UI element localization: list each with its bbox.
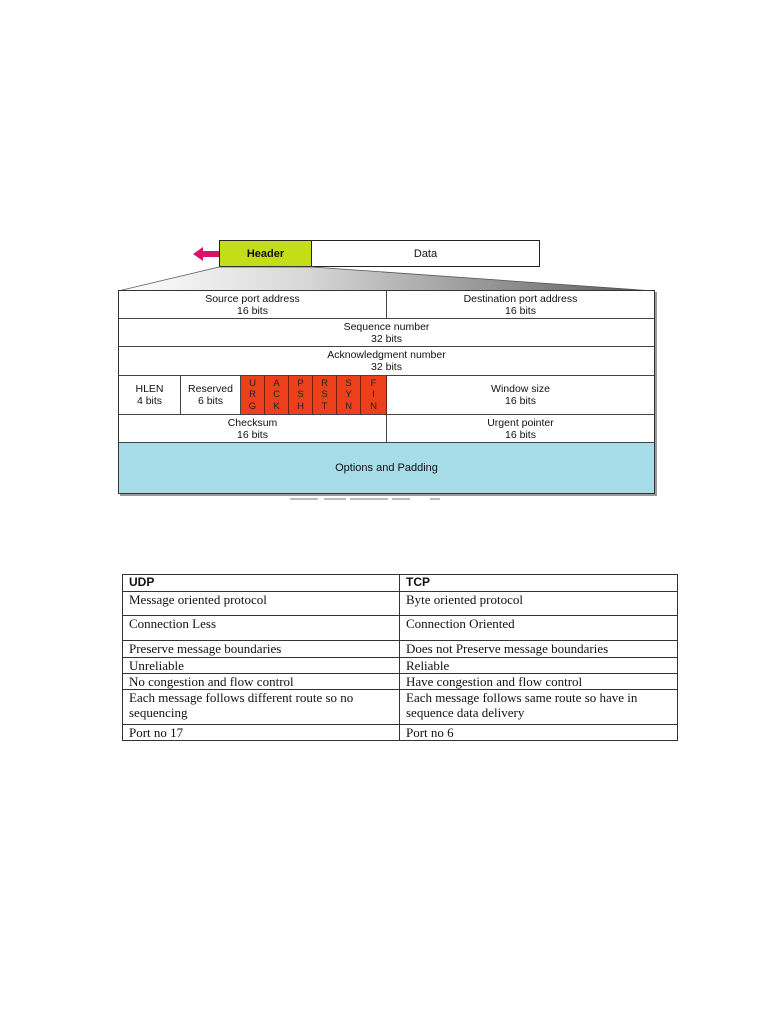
segment-header-label: Header — [246, 247, 285, 260]
column-header-tcp: TCP — [400, 575, 678, 592]
checksum-cell — [119, 415, 387, 443]
table-header-row — [123, 575, 678, 592]
ack-number-name: Acknowledgment number — [327, 349, 446, 361]
flag-letter: K — [273, 400, 280, 412]
flag-letter: U — [249, 377, 256, 389]
udp-cell: Port no 17 — [123, 725, 400, 741]
flag-letter: I — [372, 389, 375, 401]
udp-cell: No congestion and flow control — [123, 674, 400, 690]
source-port-cell — [119, 291, 387, 319]
header-expansion-fan — [118, 266, 655, 292]
table-row — [123, 592, 678, 616]
flag-letter: C — [273, 389, 280, 401]
hlen-size: 4 bits — [136, 395, 163, 407]
segment-header-box — [219, 240, 312, 267]
urgent-pointer-cell — [387, 415, 654, 443]
dest-port-cell — [387, 291, 654, 319]
urgent-pointer-size: 16 bits — [505, 428, 536, 441]
ack-number-cell — [119, 347, 654, 376]
udp-cell: Preserve message boundaries — [123, 641, 400, 658]
sequence-number-size: 32 bits — [371, 332, 402, 345]
checksum-size: 16 bits — [237, 428, 268, 441]
flag-letter: R — [249, 389, 256, 401]
window-size-name: Window size — [491, 383, 550, 395]
flag-ack — [265, 376, 289, 415]
tcp-cell: Byte oriented protocol — [400, 592, 678, 616]
flag-letter: A — [273, 377, 280, 389]
flag-psh — [289, 376, 313, 415]
flag-letter: N — [370, 400, 377, 412]
hlen-name: HLEN — [135, 383, 164, 395]
ack-number-size: 32 bits — [371, 361, 402, 373]
reserved-cell — [181, 376, 241, 415]
tcp-header-diagram — [118, 290, 655, 494]
udp-cell: Connection Less — [123, 616, 400, 641]
sequence-number-name: Sequence number — [343, 320, 430, 333]
flag-letter: T — [321, 400, 328, 412]
column-header-udp: UDP — [123, 575, 400, 592]
table-row — [123, 725, 678, 741]
window-size-cell — [387, 376, 654, 415]
flag-letter: S — [321, 389, 328, 401]
table-row — [123, 674, 678, 690]
udp-tcp-comparison-table — [122, 574, 678, 741]
table-row — [123, 658, 678, 674]
flag-rst — [313, 376, 337, 415]
tcp-cell: Reliable — [400, 658, 678, 674]
flag-letter: Y — [345, 389, 352, 401]
options-padding-label: Options and Padding — [335, 462, 438, 474]
options-padding-cell — [119, 443, 654, 493]
flag-letter: R — [321, 377, 328, 389]
table-row — [123, 616, 678, 641]
urgent-pointer-name: Urgent pointer — [487, 416, 554, 429]
flag-letter: F — [370, 377, 377, 389]
tcp-cell: Connection Oriented — [400, 616, 678, 641]
reserved-name: Reserved — [188, 383, 233, 395]
segment-data-label: Data — [413, 247, 438, 260]
flag-letter: H — [297, 400, 304, 412]
segment-data-box — [311, 240, 540, 267]
dest-port-size: 16 bits — [505, 304, 536, 317]
table-row — [123, 690, 678, 725]
udp-cell: Message oriented protocol — [123, 592, 400, 616]
flag-syn — [337, 376, 361, 415]
flag-letter: P — [297, 377, 304, 389]
tcp-cell: Each message follows same route so have in sequence data delivery — [400, 690, 678, 725]
tcp-cell: Port no 6 — [400, 725, 678, 741]
flag-fin — [361, 376, 387, 415]
flag-letter: N — [345, 400, 352, 412]
tcp-cell: Have congestion and flow control — [400, 674, 678, 690]
tcp-cell: Does not Preserve message boundaries — [400, 641, 678, 658]
sequence-number-cell — [119, 319, 654, 347]
cropped-caption-residue — [290, 497, 440, 501]
source-port-size: 16 bits — [237, 304, 268, 317]
checksum-name: Checksum — [227, 416, 278, 429]
udp-cell: Each message follows different route so no sequencing — [123, 690, 400, 725]
window-size-size: 16 bits — [505, 395, 536, 407]
flag-letter: G — [248, 400, 257, 412]
flag-urg — [241, 376, 265, 415]
left-arrow-icon — [193, 246, 221, 262]
table-row — [123, 641, 678, 658]
hlen-cell — [119, 376, 181, 415]
dest-port-name: Destination port address — [463, 292, 578, 305]
flag-letter: S — [297, 389, 304, 401]
source-port-name: Source port address — [205, 292, 300, 305]
reserved-size: 6 bits — [197, 395, 224, 407]
udp-cell: Unreliable — [123, 658, 400, 674]
flag-letter: S — [345, 377, 352, 389]
